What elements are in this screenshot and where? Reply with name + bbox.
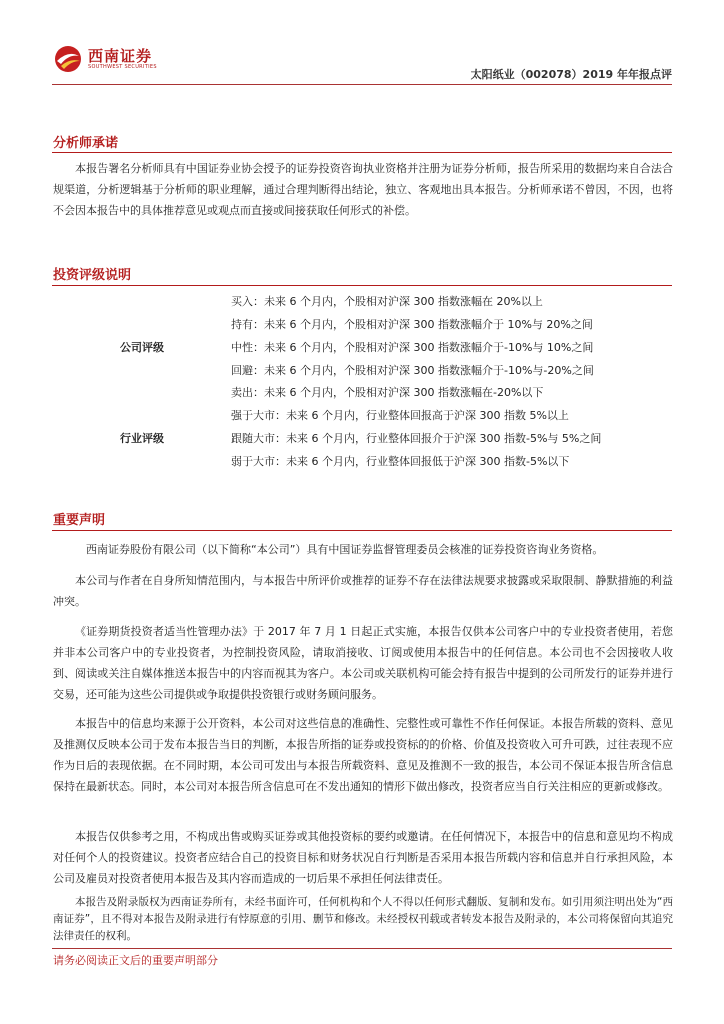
industry-rating-underperform: 弱于大市：未来 6 个月内，行业整体回报低于沪深 300 指数-5%以下 [231, 455, 570, 468]
southwest-securities-logo-icon [53, 44, 83, 74]
company-rating-avoid: 回避：未来 6 个月内，个股相对沪深 300 指数涨幅介于-10%与-20%之间 [231, 364, 594, 377]
company-rating-neutral: 中性：未来 6 个月内，个股相对沪深 300 指数涨幅介于-10%与 10%之间 [231, 341, 594, 354]
page-header [0, 0, 724, 90]
analyst-section-divider [52, 152, 672, 153]
analyst-commitment-text: 本报告署名分析师具有中国证券业协会授予的证券投资咨询执业资格并注册为证券分析师，报告所采用的数据均来自合法合规渠道，分析逻辑基于分析师的职业理解，通过合理判断得出结论，独立、客观地出具本报告。分析师承诺不曾因，不因，也将不会因本报告中的具体推荐意见或观点而直接或间接获取任何形式的补偿。 [53, 162, 673, 217]
company-logo [53, 44, 157, 74]
footer-divider [52, 948, 672, 949]
analyst-section-title: 分析师承诺 [53, 136, 119, 151]
disclaimer-paragraph-1: 西南证券股份有限公司（以下简称“本公司”）具有中国证券监督管理委员会核准的证券投资咨询业务资格。 [86, 543, 604, 556]
logo-english-name: SOUTHWEST SECURITIES [88, 63, 157, 70]
disclaimer-paragraph-4: 本报告中的信息均来源于公开资料，本公司对这些信息的准确性、完整性或可靠性不作任何保证。本报告所载的资料、意见及推测仅反映本公司于发布本报告当日的判断，本报告所指的证券或投资标的的价格、价值及投资收入可升可跌，过往表现不应作为日后的表现依据。在不同时期，本公司可发出与本报告所载资料、意见及推测不一致的报告，本公司不保证本报告所含信息保持在最新状态。同时，本公司对本报告所含信息可在不发出通知的情形下做出修改，投资者应当自行关注相应的更新或修改。 [53, 717, 673, 793]
company-rating-buy: 买入：未来 6 个月内，个股相对沪深 300 指数涨幅在 20%以上 [231, 295, 543, 308]
industry-rating-outperform: 强于大市：未来 6 个月内，行业整体回报高于沪深 300 指数 5%以上 [231, 409, 569, 422]
rating-section-divider [52, 285, 672, 286]
footer-notice: 请务必阅读正文后的重要声明部分 [53, 954, 218, 967]
header-divider [52, 84, 672, 85]
disclaimer-section-title: 重要声明 [53, 513, 106, 528]
company-rating-sell: 卖出：未来 6 个月内，个股相对沪深 300 指数涨幅在-20%以下 [231, 386, 544, 399]
disclaimer-paragraph-6: 本报告及附录版权为西南证券所有，未经书面许可，任何机构和个人不得以任何形式翻版、复制和发布。如引用须注明出处为“西南证券”，且不得对本报告及附录进行有悖原意的引用、删节和修改。未经授权刊载或者转发本报告及附录的，本公司将保留向其追究法律责任的权利。 [53, 896, 673, 942]
disclaimer-paragraph-2: 本公司与作者在自身所知情范围内，与本报告中所评价或推荐的证券不存在法律法规要求披露或采取限制、静默措施的利益冲突。 [53, 574, 673, 608]
disclaimer-paragraph-3: 《证券期货投资者适当性管理办法》于 2017 年 7 月 1 日起正式实施，本报告仅供本公司客户中的专业投资者使用，若您并非本公司客户中的专业投资者，为控制投资风险，请取消接收、订阅或使用本报告中的任何信息。本公司也不会因接收人收到、阅读或关注自媒体推送本报告中的内容而视其为客户。本公司或关联机构可能会持有报告中提到的公司所发行的证券并进行交易，还可能为这些公司提供或争取提供投资银行或财务顾问服务。 [53, 625, 673, 701]
logo-chinese-name: 西南证券 [88, 46, 153, 65]
company-rating-label: 公司评级 [120, 341, 164, 354]
company-rating-hold: 持有：未来 6 个月内，个股相对沪深 300 指数涨幅介于 10%与 20%之间 [231, 318, 593, 331]
industry-rating-label: 行业评级 [120, 432, 164, 445]
document-title: 太阳纸业（002078）2019 年年报点评 [470, 68, 672, 81]
rating-section-title: 投资评级说明 [53, 268, 132, 283]
disclaimer-paragraph-5: 本报告仅供参考之用，不构成出售或购买证券或其他投资标的要约或邀请。在任何情况下，本报告中的信息和意见均不构成对任何个人的投资建议。投资者应结合自己的投资目标和财务状况自行判断是否采用本报告所载内容和信息并自行承担风险，本公司及雇员对投资者使用本报告及其内容而造成的一切后果不承担任何法律责任。 [53, 830, 673, 885]
disclaimer-section-divider [52, 530, 672, 531]
industry-rating-in-line: 跟随大市：未来 6 个月内，行业整体回报介于沪深 300 指数-5%与 5%之间 [231, 432, 602, 445]
